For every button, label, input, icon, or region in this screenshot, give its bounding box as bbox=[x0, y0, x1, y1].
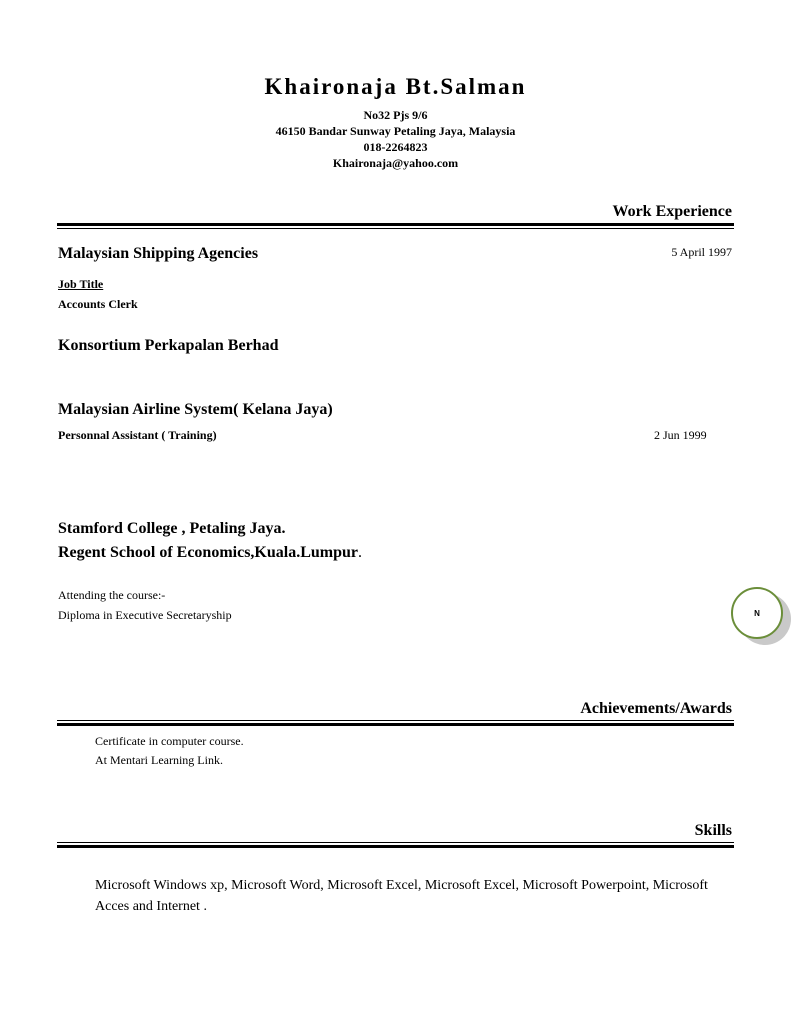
skills-heading: Skills bbox=[694, 822, 732, 839]
skills-divider bbox=[57, 842, 734, 848]
email-address: Khaironaja@yahoo.com bbox=[332, 156, 459, 170]
school-regent-suffix: . bbox=[358, 544, 363, 561]
address-line-1: No32 Pjs 9/6 bbox=[363, 108, 428, 122]
side-badge[interactable] bbox=[731, 587, 783, 639]
achievement-line-2: At Mentari Learning Link. bbox=[95, 753, 223, 767]
employer-malaysian-shipping: Malaysian Shipping Agencies bbox=[58, 245, 259, 262]
course-intro: Attending the course:- bbox=[58, 588, 166, 602]
employer-3-role: Personnal Assistant ( Training) bbox=[58, 428, 217, 442]
candidate-name: Khaironaja Bt.Salman bbox=[264, 74, 527, 99]
work-experience-divider bbox=[57, 223, 734, 229]
employer-konsortium: Konsortium Perkapalan Berhad bbox=[58, 337, 279, 354]
skills-list: Microsoft Windows xp, Microsoft Word, Microsoft Excel, Microsoft Excel, Microsoft Powerpoint, Microsoft Acces and Internet . bbox=[95, 878, 708, 914]
achievements-divider bbox=[57, 720, 734, 726]
address-line-2: 46150 Bandar Sunway Petaling Jaya, Malaysia bbox=[275, 124, 516, 138]
phone-number: 018-2264823 bbox=[363, 140, 428, 154]
employer-malaysian-airline: Malaysian Airline System( Kelana Jaya) bbox=[58, 401, 333, 418]
employer-1-date: 5 April 1997 bbox=[671, 245, 732, 259]
school-stamford: Stamford College , Petaling Jaya. bbox=[58, 520, 286, 537]
employer-3-date: 2 Jun 1999 bbox=[654, 428, 707, 442]
job-title-label: Job Title bbox=[58, 277, 104, 291]
school-regent-text: Regent School of Economics,Kuala.Lumpur bbox=[58, 544, 359, 561]
badge-label: N bbox=[754, 608, 760, 618]
course-name: Diploma in Executive Secretaryship bbox=[58, 608, 232, 622]
job-title-value: Accounts Clerk bbox=[58, 297, 138, 311]
school-regent bbox=[58, 544, 362, 562]
work-experience-heading: Work Experience bbox=[612, 203, 732, 220]
achievement-line-1: Certificate in computer course. bbox=[95, 734, 244, 748]
achievements-heading: Achievements/Awards bbox=[580, 700, 732, 717]
